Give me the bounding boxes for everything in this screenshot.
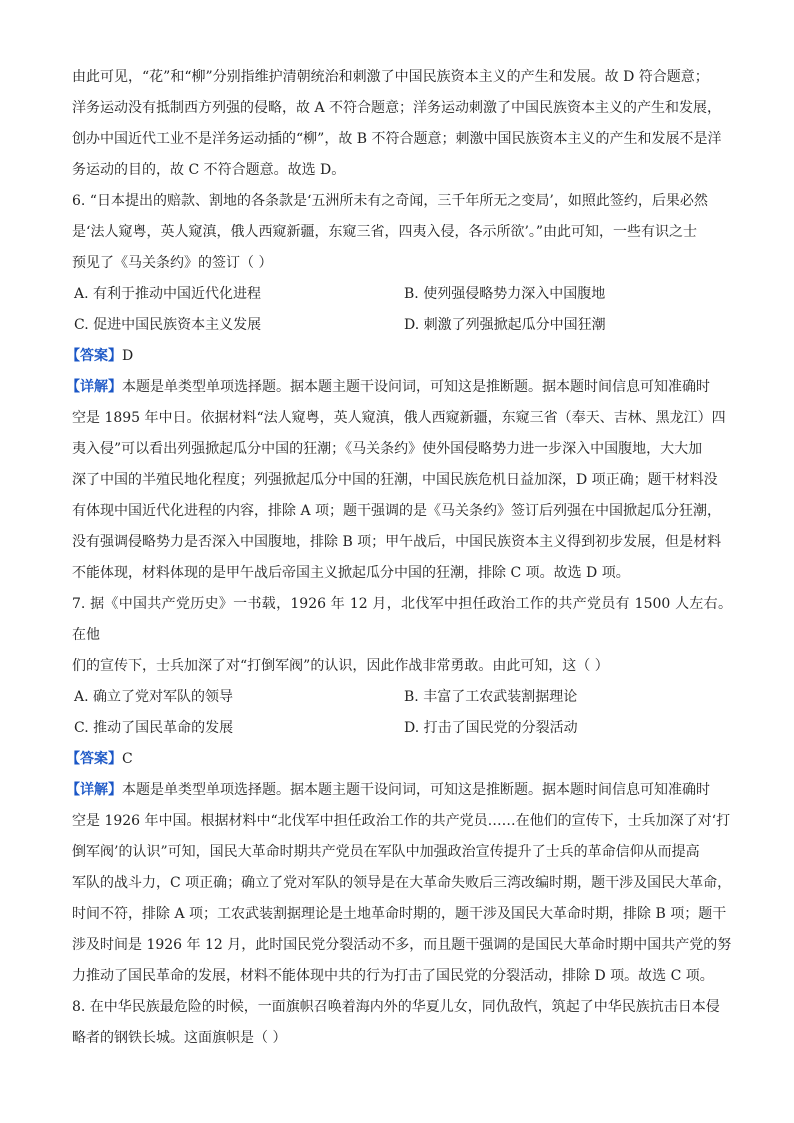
detail-line: 空是 1895 年中日。依据材料“法人窥粤，英人窥滇，俄人西窥新疆，东窥三省（奉天、吉林、黑龙江）四 [72,410,726,426]
question-7 [66,589,732,992]
options-row [72,310,732,341]
option-d: D. 打击了国民党的分裂活动 [404,720,578,736]
question-stem-line: 7. 据《中国共产党历史》一书载，1926 年 12 月，北伐军中担任政治工作的共产党员有 1500 人左右。在他 [72,596,732,643]
detail-line: 军队的战斗力，C 项正确；确立了党对军队的领导是在大革命失败后三湾改编时期，题干涉及国民大革命， [72,875,732,891]
detail-tag: 【详解】 [66,379,122,395]
detail-line: 倒军阀’的认识”可知，国民大革命时期共产党员在军队中加强政治宣传提升了士兵的革命信仰从而提高 [72,844,700,860]
answer-value: D [122,348,134,364]
option-d: D. 刺激了列强掀起瓜分中国狂潮 [404,317,606,333]
question-stem-line: 6. “日本提出的赔款、割地的各条款是‘五洲所未有之奇闻，三千年所无之变局’，如照此签约，后果必然 [72,193,708,209]
detail-line: 夷入侵”可以看出列强掀起瓜分中国的狂潮；《马关条约》使外国侵略势力进一步深入中国腹地，大大加 [72,441,703,457]
intro-paragraph [72,62,732,186]
option-c: C. 促进中国民族资本主义发展 [74,317,262,333]
detail-line: 深了中国的半殖民地化程度；列强掀起瓜分中国的狂潮，中国民族危机日益加深，D 项正确；题干材料没 [72,472,718,488]
detail-line: 力推动了国民革命的发展，材料不能体现中共的行为打击了国民党的分裂活动，排除 D 项。故选 C 项。 [72,968,714,984]
question-stem-line: 是‘法人窥粤，英人窥滇，俄人西窥新疆，东窥三省，四夷入侵，各示所欲’。”由此可知，一些有识之士 [72,224,698,240]
answer-tag: 【答案】 [66,348,122,364]
question-8 [72,992,732,1054]
detail-line [66,372,732,403]
detail-line: 有体现中国近代化进程的内容，排除 A 项；题干强调的是《马关条约》签订后列强在中国掀起瓜分狂潮， [72,503,722,519]
question-stem-line: 略者的钢铁长城。这面旗帜是（ ） [72,1030,287,1046]
detail-text: 本题是单类型单项选择题。据本题主题干设问词，可知这是推断题。据本题时间信息可知准确时 [122,379,710,395]
question-stem-line: 预见了《马关条约》的签订（ ） [72,255,273,271]
document-content [66,62,732,1054]
text-line: 洋务运动没有抵制西方列强的侵略，故 A 不符合题意；洋务运动刺激了中国民族资本主义的产生和发展， [72,100,722,116]
option-c: C. 推动了国民革命的发展 [74,720,234,736]
question-6 [66,186,732,589]
question-stem-line: 们的宣传下，士兵加深了对“打倒军阀”的认识，因此作战非常勇敢。由此可知，这（ ） [72,658,609,674]
text-line: 创办中国近代工业不是洋务运动插的“柳”，故 B 不符合题意；刺激中国民族资本主义的产生和发展不是洋 [72,131,722,147]
option-b: B. 使列强侵略势力深入中国腹地 [404,286,606,302]
answer-line [66,341,732,372]
detail-line [66,775,732,806]
answer-value: C [122,751,133,767]
option-b: B. 丰富了工农武装割据理论 [404,689,578,705]
detail-text: 本题是单类型单项选择题。据本题主题干设问词，可知这是推断题。据本题时间信息可知准确时 [122,782,710,798]
text-line: 务运动的目的，故 C 不符合题意。故选 D。 [72,162,346,178]
detail-line: 空是 1926 年中国。根据材料中“北伐军中担任政治工作的共产党员……在他们的宣传下，士兵加深了对‘打 [72,813,731,829]
answer-line [66,744,732,775]
option-a: A. 确立了党对军队的领导 [74,689,234,705]
option-a: A. 有利于推动中国近代化进程 [74,286,262,302]
detail-line: 涉及时间是 1926 年 12 月，此时国民党分裂活动不多，而且题干强调的是国民大革命时期中国共产党的努 [72,937,732,953]
answer-tag: 【答案】 [66,751,122,767]
detail-tag: 【详解】 [66,782,122,798]
question-stem-line: 8. 在中华民族最危险的时候，一面旗帜召唤着海内外的华夏儿女，同仇敌忾，筑起了中华民族抗击日本侵 [72,999,720,1015]
options-row [72,279,732,310]
options-row [72,713,732,744]
text-line: 由此可见，“花”和“柳”分别指维护清朝统治和刺激了中国民族资本主义的产生和发展。故 D 符合题意； [72,69,709,85]
options-row [72,682,732,713]
detail-line: 不能体现，材料体现的是甲午战后帝国主义掀起瓜分中国的狂潮，排除 C 项。故选 D 项。 [72,565,630,581]
detail-line: 时间不符，排除 A 项；工农武装割据理论是土地革命时期的，题干涉及国民大革命时期，排除 B 项；题干 [72,906,727,922]
detail-line: 没有强调侵略势力是否深入中国腹地，排除 B 项；甲午战后，中国民族资本主义得到初步发展，但是材料 [72,534,722,550]
